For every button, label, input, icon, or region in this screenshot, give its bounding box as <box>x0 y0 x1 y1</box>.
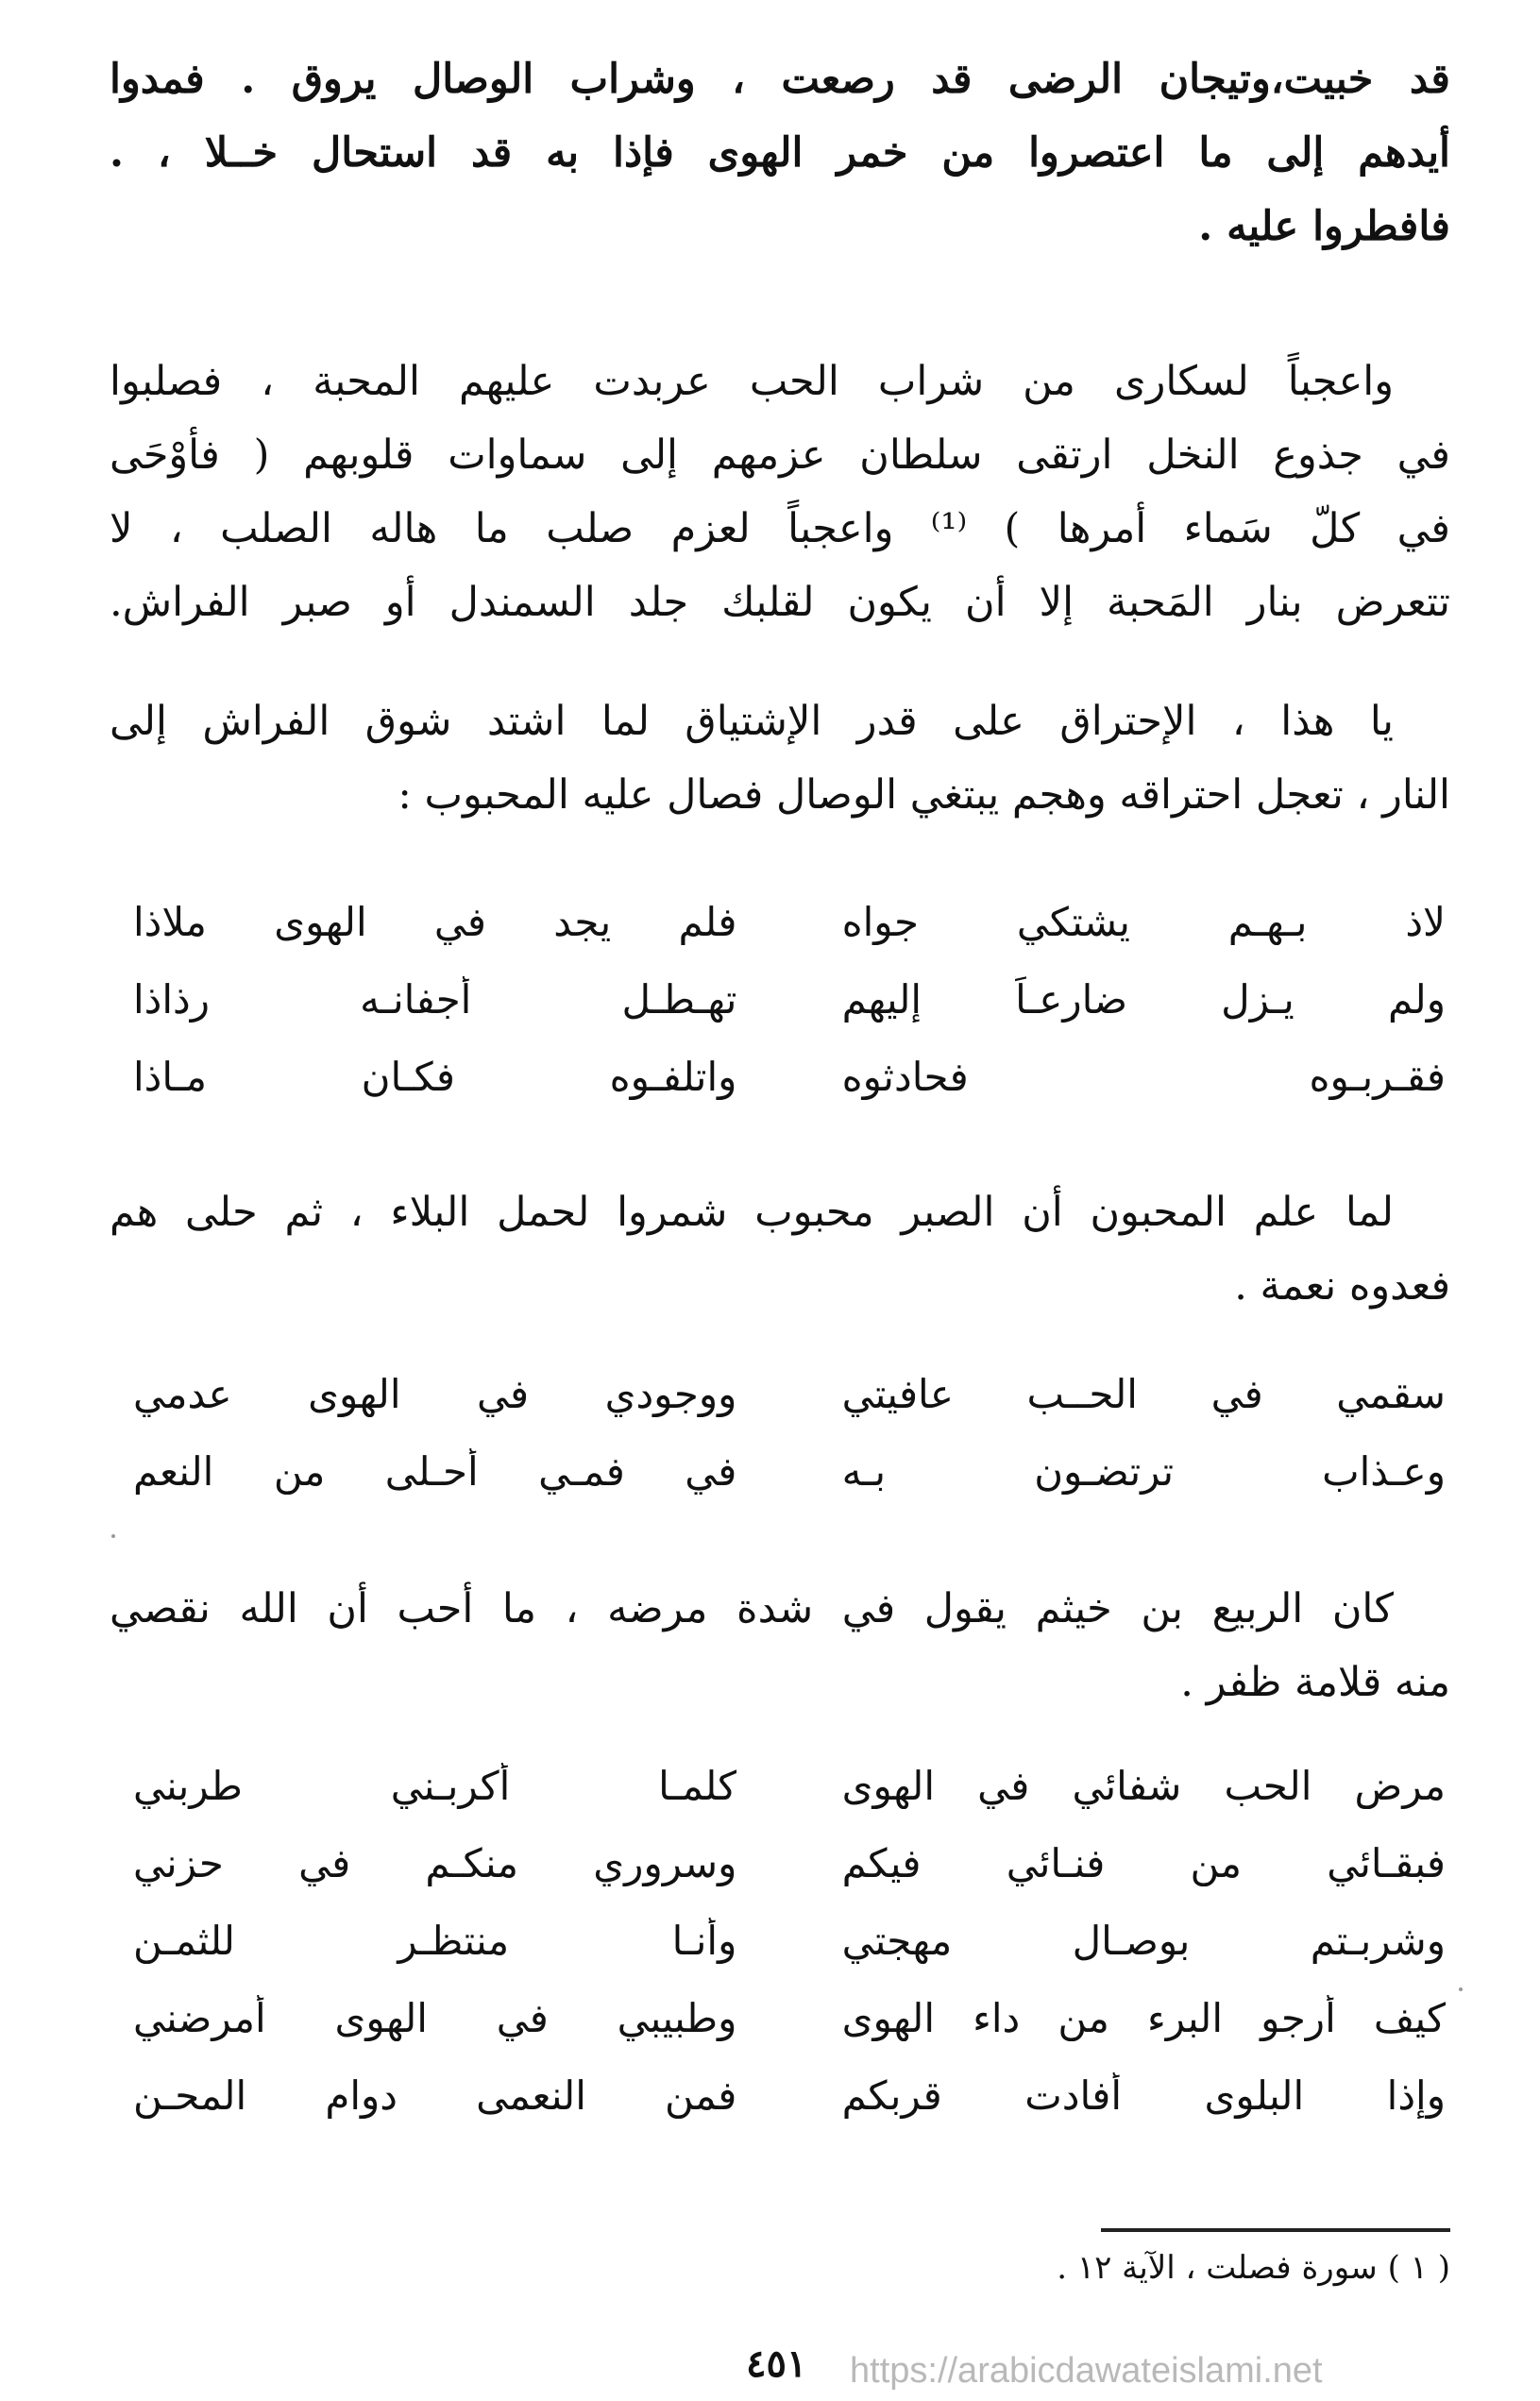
poem-verse <box>133 1038 1446 1115</box>
scan-speck <box>1459 1987 1463 1991</box>
verse-first-hemistich: فقـربـوه فحادثوه <box>841 1053 1446 1100</box>
paragraph-5 <box>110 1572 1450 1719</box>
text-line: فعدوه نعمة . <box>1234 1262 1450 1310</box>
footnote: ( ١ ) سورة فصلت ، الآية ١٢ . <box>1057 2249 1450 2287</box>
verse-second-hemistich: ووجودي في الهوى عدمي <box>133 1370 737 1417</box>
verse-second-hemistich: كلمـا أكربـني طربني <box>133 1762 737 1809</box>
text-line: لما علم المحبون أن الصبر محبوب شمروا لحمل البلاء ، ثم حلى هم <box>110 1189 1394 1236</box>
poem-verse <box>133 1902 1446 1979</box>
poem-verse <box>133 1355 1446 1432</box>
paragraph-3 <box>110 685 1450 832</box>
text-line: فافطروا عليه . <box>1198 203 1450 250</box>
text-line: النار ، تعجل احتراقه وهجم يبتغي الوصال فصال عليه المحبوب : <box>398 771 1450 819</box>
text-line: منه قلامة ظفر . <box>1180 1659 1450 1706</box>
verse-first-hemistich: كيف أرجو البرء من داء الهوى <box>841 1994 1446 2041</box>
verse-first-hemistich: فبقـائي من فنـائي فيكم <box>841 1839 1446 1886</box>
text-line: قد خبيت،وتيجان الرضى قد رصعت ، وشراب الوصال يروق . فمدوا <box>110 56 1450 103</box>
verse-second-hemistich: تهـطـل أجفانـه رذاذا <box>133 975 737 1023</box>
verse-first-hemistich: مرض الحب شفائي في الهوى <box>841 1762 1446 1809</box>
poem-verse <box>133 2056 1446 2134</box>
verse-second-hemistich: وسروري منكـم في حزني <box>133 1839 737 1886</box>
verse-second-hemistich: في فمـي أحـلى من النعم <box>133 1447 737 1495</box>
text-line: في جذوع النخل ارتقى سلطان عزمهم إلى سماوات قلوبهم ( فأوْحَى <box>110 431 1450 479</box>
page-number: ٤٥١ <box>746 2342 807 2386</box>
text-line: تتعرض بنار المَحبة إلا أن يكون لقلبك جلد السمندل أو صبر الفراش. <box>110 579 1450 626</box>
verse-first-hemistich: وعـذاب ترتضـون بـه <box>841 1447 1446 1495</box>
verse-second-hemistich: واتلفـوه فكـان مـاذا <box>133 1053 737 1100</box>
verse-first-hemistich: لاذ بـهـم يشتكي جواه <box>841 898 1446 945</box>
poem-2 <box>133 1355 1446 1510</box>
verse-second-hemistich: وطبيبي في الهوى أمرضني <box>133 1994 737 2041</box>
paragraph-2 <box>110 345 1450 639</box>
watermark-url: https://arabicdawateislami.net <box>850 2351 1323 2391</box>
verse-second-hemistich: فلم يجد في الهوى ملاذا <box>133 898 737 945</box>
text-line: في كلّ سَماء أمرها ) ⁽¹⁾ واعجباً لعزم صلب ما هاله الصلب ، لا <box>110 505 1450 552</box>
poem-verse <box>133 883 1446 960</box>
poem-verse <box>133 960 1446 1038</box>
scan-speck <box>111 1534 115 1538</box>
text-line: كان الربيع بن خيثم يقول في شدة مرضه ، ما أحب أن الله نقصي <box>110 1585 1394 1632</box>
footnote-separator <box>1101 2228 1450 2232</box>
verse-second-hemistich: فمن النعمى دوام المحـن <box>133 2071 737 2119</box>
verse-first-hemistich: ولم يـزل ضارعـاً إليهم <box>841 975 1446 1023</box>
verse-first-hemistich: سقمي في الحــب عافيتي <box>841 1370 1446 1417</box>
poem-verse <box>133 1432 1446 1510</box>
text-line: أيدهم إلى ما اعتصروا من خمر الهوى فإذا به قد استحال خــلا ، . <box>110 129 1450 177</box>
poem-verse <box>133 1824 1446 1902</box>
poem-1 <box>133 883 1446 1115</box>
verse-first-hemistich: وإذا البلوى أفادت قربكم <box>841 2071 1446 2119</box>
text-line: واعجباً لسكارى من شراب الحب عربدت عليهم المحبة ، فصلبوا <box>110 358 1394 405</box>
paragraph-4 <box>110 1175 1450 1323</box>
poem-3 <box>133 1747 1446 2134</box>
text-line: يا هذا ، الإحتراق على قدر الإشتياق لما اشتد شوق الفراش إلى <box>110 698 1394 745</box>
paragraph-1 <box>110 42 1450 263</box>
verse-second-hemistich: وأنـا منتظـر للثمـن <box>133 1917 737 1964</box>
poem-verse <box>133 1747 1446 1824</box>
verse-first-hemistich: وشربـتم بوصـال مهجتي <box>841 1917 1446 1964</box>
poem-verse <box>133 1979 1446 2056</box>
